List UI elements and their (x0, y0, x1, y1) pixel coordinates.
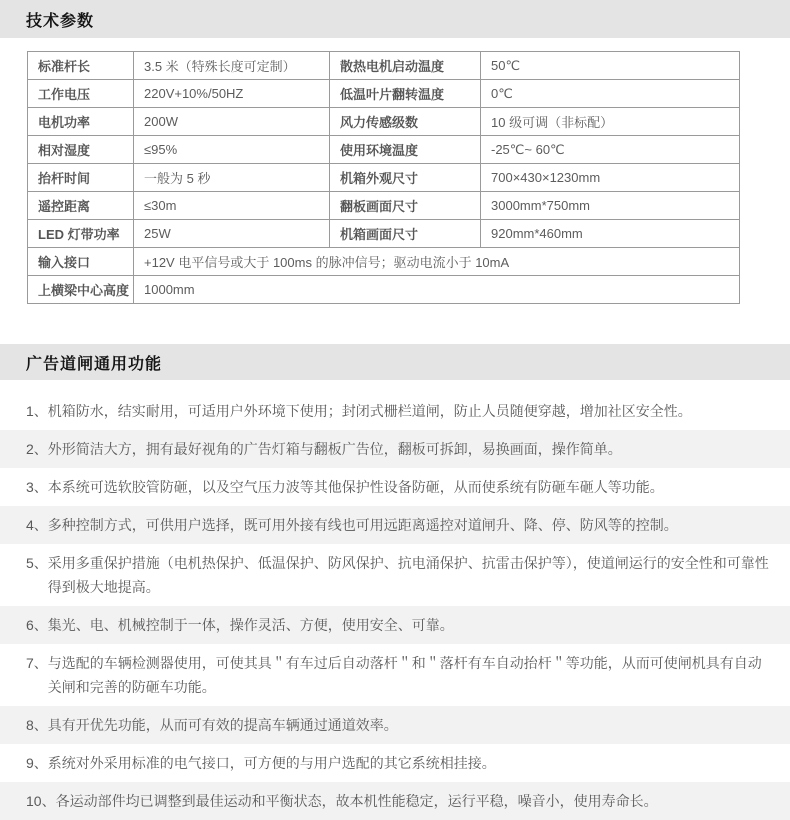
spec-label: 相对湿度 (28, 136, 134, 164)
spec-value: 920mm*460mm (481, 220, 740, 248)
features-section-title: 广告道闸通用功能 (26, 355, 163, 373)
feature-item (0, 644, 790, 706)
spec-label: 翻板画面尺寸 (330, 192, 481, 220)
feature-number: 1、 (26, 403, 48, 419)
feature-text: 外形简洁大方，拥有最好视角的广告灯箱与翻板广告位，翻板可拆卸，易换画面，操作简单。 (47, 441, 622, 457)
spec-row (28, 192, 740, 220)
spec-value: 220V+10%/50HZ (134, 80, 330, 108)
spec-label: LED 灯带功率 (28, 220, 134, 248)
spec-label: 工作电压 (28, 80, 134, 108)
feature-list (0, 392, 790, 820)
spec-row (28, 220, 740, 248)
spec-row (28, 108, 740, 136)
feature-number: 9、 (26, 755, 48, 771)
spec-label: 标准杆长 (28, 52, 134, 80)
spec-row (28, 276, 740, 304)
features-section-header (0, 344, 790, 380)
feature-text: 多种控制方式，可供用户选择，既可用外接有线也可用远距离遥控对道闸升、降、停、防风等的控制。 (47, 517, 678, 533)
spec-table (27, 51, 740, 304)
feature-number: 10、 (26, 793, 56, 809)
feature-number: 3、 (26, 479, 48, 495)
spec-value: +12V 电平信号或大于 100ms 的脉冲信号；驱动电流小于 10mA (134, 248, 740, 276)
feature-text: 与选配的车辆检测器使用，可使其具＂有车过后自动落杆＂和＂落杆有车自动抬杆＂等功能，从而可使闸机具有自动关闸和完善的防砸车功能。 (47, 655, 762, 695)
feature-item (0, 544, 790, 606)
feature-text: 本系统可选软胶管防砸，以及空气压力波等其他保护性设备防砸，从而使系统有防砸车砸人等功能。 (47, 479, 664, 495)
feature-text: 各运动部件均已调整到最佳运动和平衡状态，故本机性能稳定，运行平稳，噪音小，使用寿命长。 (55, 793, 658, 809)
feature-number: 8、 (26, 717, 48, 733)
spec-value: 一般为 5 秒 (134, 164, 330, 192)
spec-label: 机箱画面尺寸 (330, 220, 481, 248)
feature-item (0, 430, 790, 468)
feature-text: 采用多重保护措施（电机热保护、低温保护、防风保护、抗电涌保护、抗雷击保护等），使道闸运行的安全性和可靠性得到极大地提高。 (47, 555, 769, 595)
spec-label: 散热电机启动温度 (330, 52, 481, 80)
feature-item (0, 506, 790, 544)
spec-value: 1000mm (134, 276, 740, 304)
feature-item (0, 782, 790, 820)
spec-value: 10 级可调（非标配） (481, 108, 740, 136)
spec-value: 25W (134, 220, 330, 248)
spec-label: 输入接口 (28, 248, 134, 276)
feature-item (0, 468, 790, 506)
feature-number: 2、 (26, 441, 48, 457)
spec-row (28, 136, 740, 164)
spec-value: -25℃~ 60℃ (481, 136, 740, 164)
spec-row (28, 80, 740, 108)
feature-text: 系统对外采用标准的电气接口，可方便的与用户选配的其它系统相挂接。 (47, 755, 496, 771)
spec-value: 3.5 米（特殊长度可定制） (134, 52, 330, 80)
feature-number: 4、 (26, 517, 48, 533)
spec-row (28, 248, 740, 276)
feature-number: 5、 (26, 555, 48, 571)
spec-label: 机箱外观尺寸 (330, 164, 481, 192)
feature-text: 集光、电、机械控制于一体，操作灵活、方便，使用安全、可靠。 (47, 617, 454, 633)
spec-value: 3000mm*750mm (481, 192, 740, 220)
spec-row (28, 52, 740, 80)
feature-item (0, 744, 790, 782)
feature-number: 7、 (26, 655, 48, 671)
spec-label: 上横梁中心高度 (28, 276, 134, 304)
feature-item (0, 706, 790, 744)
feature-text: 机箱防水，结实耐用，可适用户外环境下使用；封闭式栅栏道闸，防止人员随便穿越，增加社区安全性。 (47, 403, 692, 419)
feature-item (0, 392, 790, 430)
spec-label: 遥控距离 (28, 192, 134, 220)
spec-value: 200W (134, 108, 330, 136)
feature-number: 6、 (26, 617, 48, 633)
spec-label: 低温叶片翻转温度 (330, 80, 481, 108)
tech-section-header (0, 0, 790, 38)
spec-label: 风力传感级数 (330, 108, 481, 136)
spec-value: 0℃ (481, 80, 740, 108)
spec-value: ≤30m (134, 192, 330, 220)
tech-section-title: 技术参数 (26, 12, 95, 30)
feature-item (0, 606, 790, 644)
spec-value: 700×430×1230mm (481, 164, 740, 192)
feature-text: 具有开优先功能，从而可有效的提高车辆通过通道效率。 (47, 717, 398, 733)
spec-label: 电机功率 (28, 108, 134, 136)
spec-label: 抬杆时间 (28, 164, 134, 192)
spec-row (28, 164, 740, 192)
spec-value: 50℃ (481, 52, 740, 80)
spec-label: 使用环境温度 (330, 136, 481, 164)
spec-value: ≤95% (134, 136, 330, 164)
